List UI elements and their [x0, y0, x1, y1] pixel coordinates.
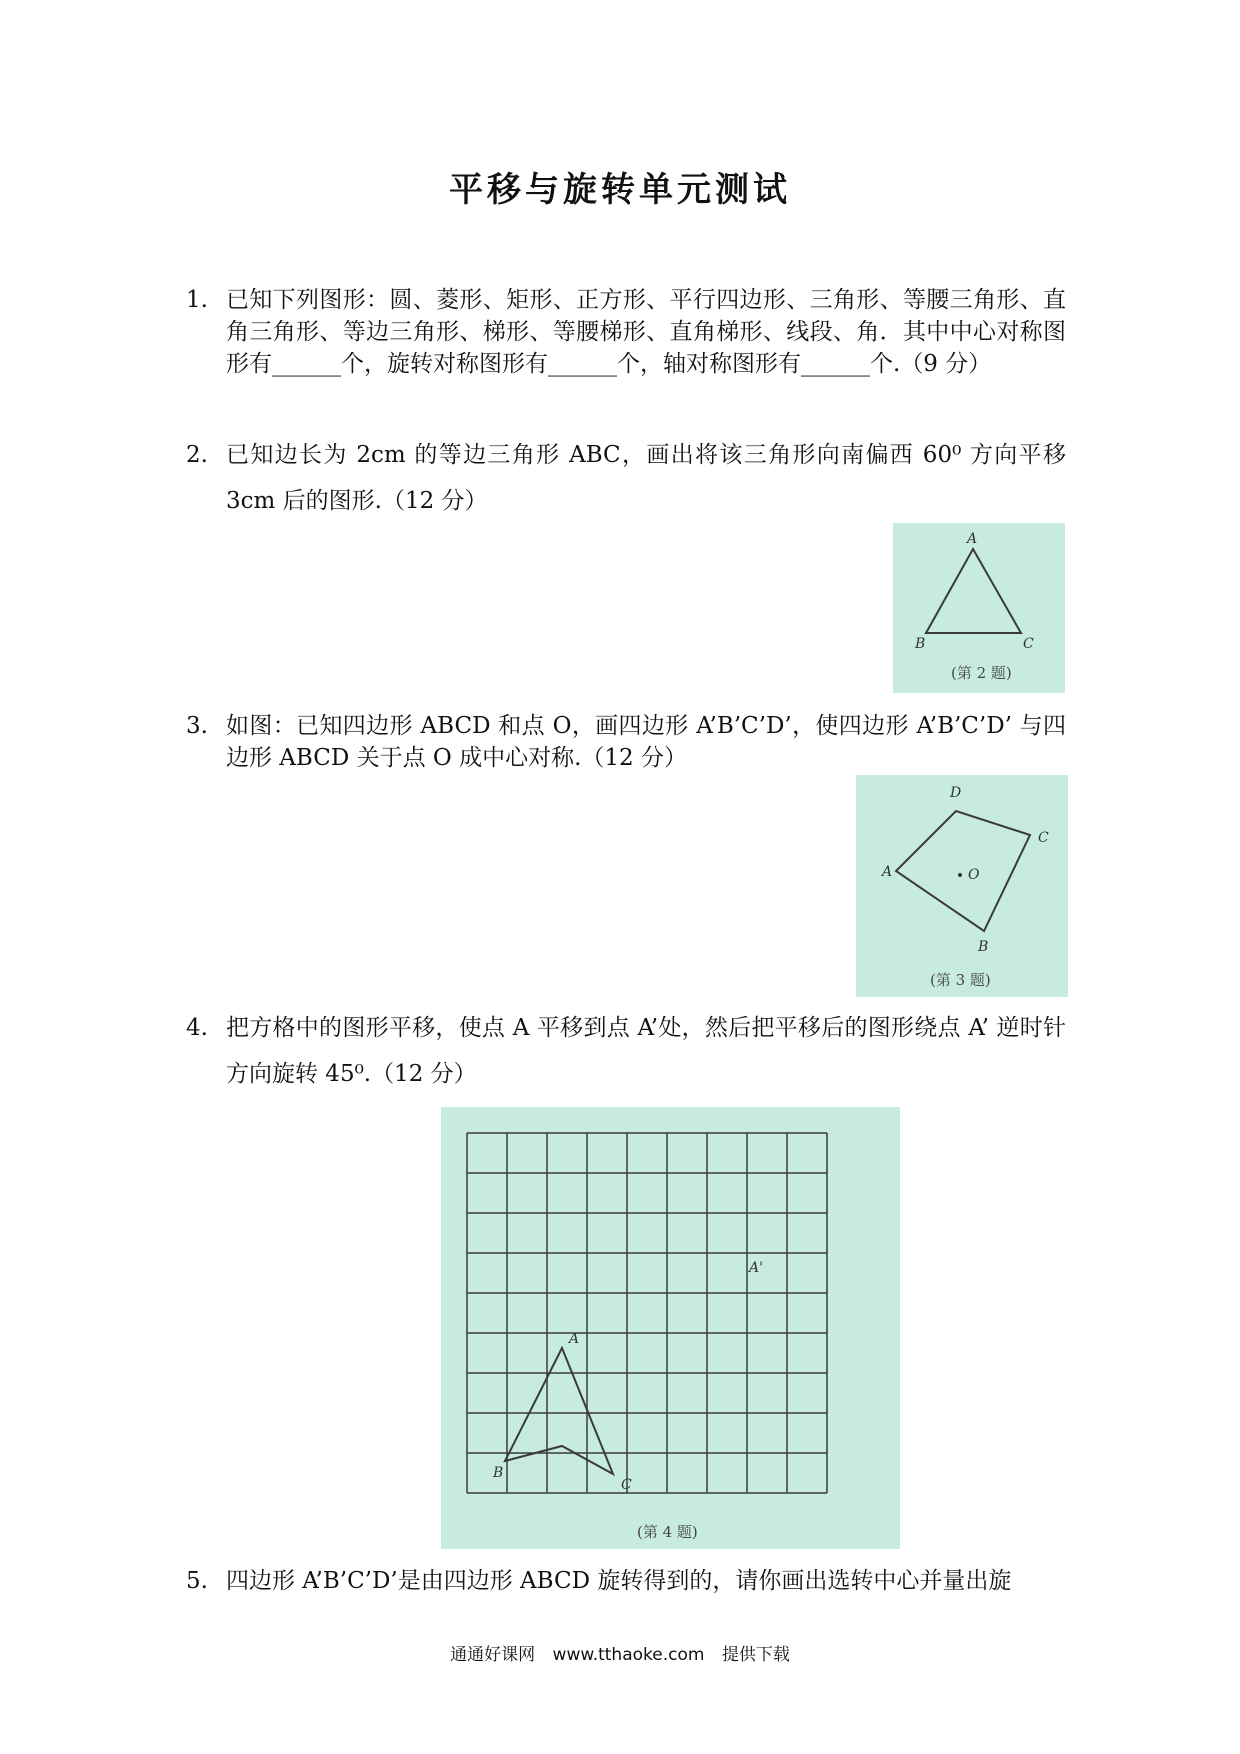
- question-text: 把方格中的图形平移，使点 A 平移到点 A’处，然后把平移后的图形绕点 A’ 逆时针方向旋转 45⁰.（12 分）: [226, 1015, 1066, 1087]
- vertex-label-a: A: [967, 531, 978, 547]
- footer-site-name: 通通好课网: [450, 1645, 536, 1665]
- vertex-label-c: C: [621, 1477, 632, 1493]
- vertex-label-b: B: [915, 636, 926, 652]
- question-number: 2.: [186, 442, 208, 468]
- question-5: [186, 1565, 1066, 1597]
- triangle-diagram: [893, 523, 1065, 693]
- figure-4: [441, 1107, 900, 1549]
- quadrilateral-abcd: [896, 811, 1030, 931]
- figure-caption: (第 4 题): [637, 1523, 698, 1541]
- grid-diagram: [441, 1107, 900, 1549]
- figure-3: [856, 775, 1068, 997]
- quadrilateral-diagram: [856, 775, 1068, 997]
- question-number: 3.: [186, 713, 208, 739]
- question-text: 如图：已知四边形 ABCD 和点 O，画四边形 A’B’C’D’，使四边形 A’B’C’D’ 与四边形 ABCD 关于点 O 成中心对称.（12 分）: [226, 713, 1066, 771]
- point-label-a-prime: A': [749, 1260, 763, 1276]
- figure-caption: (第 2 题): [951, 664, 1012, 682]
- question-3: [186, 710, 1066, 774]
- footer-suffix: 提供下载: [721, 1645, 790, 1665]
- question-text: 四边形 A’B’C’D’是由四边形 ABCD 旋转得到的，请你画出选转中心并量出旋: [226, 1568, 1012, 1594]
- shape-abc: [505, 1348, 613, 1474]
- vertex-label-d: D: [950, 785, 962, 801]
- question-1: [186, 284, 1066, 380]
- question-text: 已知下列图形：圆、菱形、矩形、正方形、平行四边形、三角形、等腰三角形、直角三角形、等边三角形、梯形、等腰梯形、直角梯形、线段、角．其中中心对称图形有______个，旋转对称图形有______个，轴对称图形有______个.（9 分）: [226, 287, 1066, 377]
- vertex-label-b: B: [978, 939, 989, 955]
- vertex-label-c: C: [1023, 636, 1034, 652]
- point-o: [958, 873, 962, 877]
- question-text: 已知边长为 2cm 的等边三角形 ABC，画出将该三角形向南偏西 60⁰ 方向平移 3cm 后的图形.（12 分）: [226, 442, 1066, 514]
- vertex-label-c: C: [1038, 830, 1049, 846]
- question-number: 5.: [186, 1568, 208, 1594]
- figure-2: [893, 523, 1065, 693]
- figure-caption: (第 3 题): [930, 971, 991, 989]
- point-label-o: O: [968, 867, 980, 883]
- footer-url[interactable]: www.tthaoke.com: [552, 1645, 705, 1665]
- vertex-label-a: A: [569, 1331, 580, 1347]
- page-title: 平移与旋转单元测试: [449, 170, 791, 210]
- question-number: 1.: [186, 287, 208, 313]
- question-2: [186, 432, 1066, 524]
- vertex-label-b: B: [493, 1465, 504, 1481]
- question-number: 4.: [186, 1015, 208, 1041]
- question-4: [186, 1005, 1066, 1097]
- page-footer: [0, 1640, 1240, 1665]
- triangle-abc: [926, 549, 1021, 633]
- grid-lines: [467, 1133, 827, 1493]
- vertex-label-a: A: [882, 864, 893, 880]
